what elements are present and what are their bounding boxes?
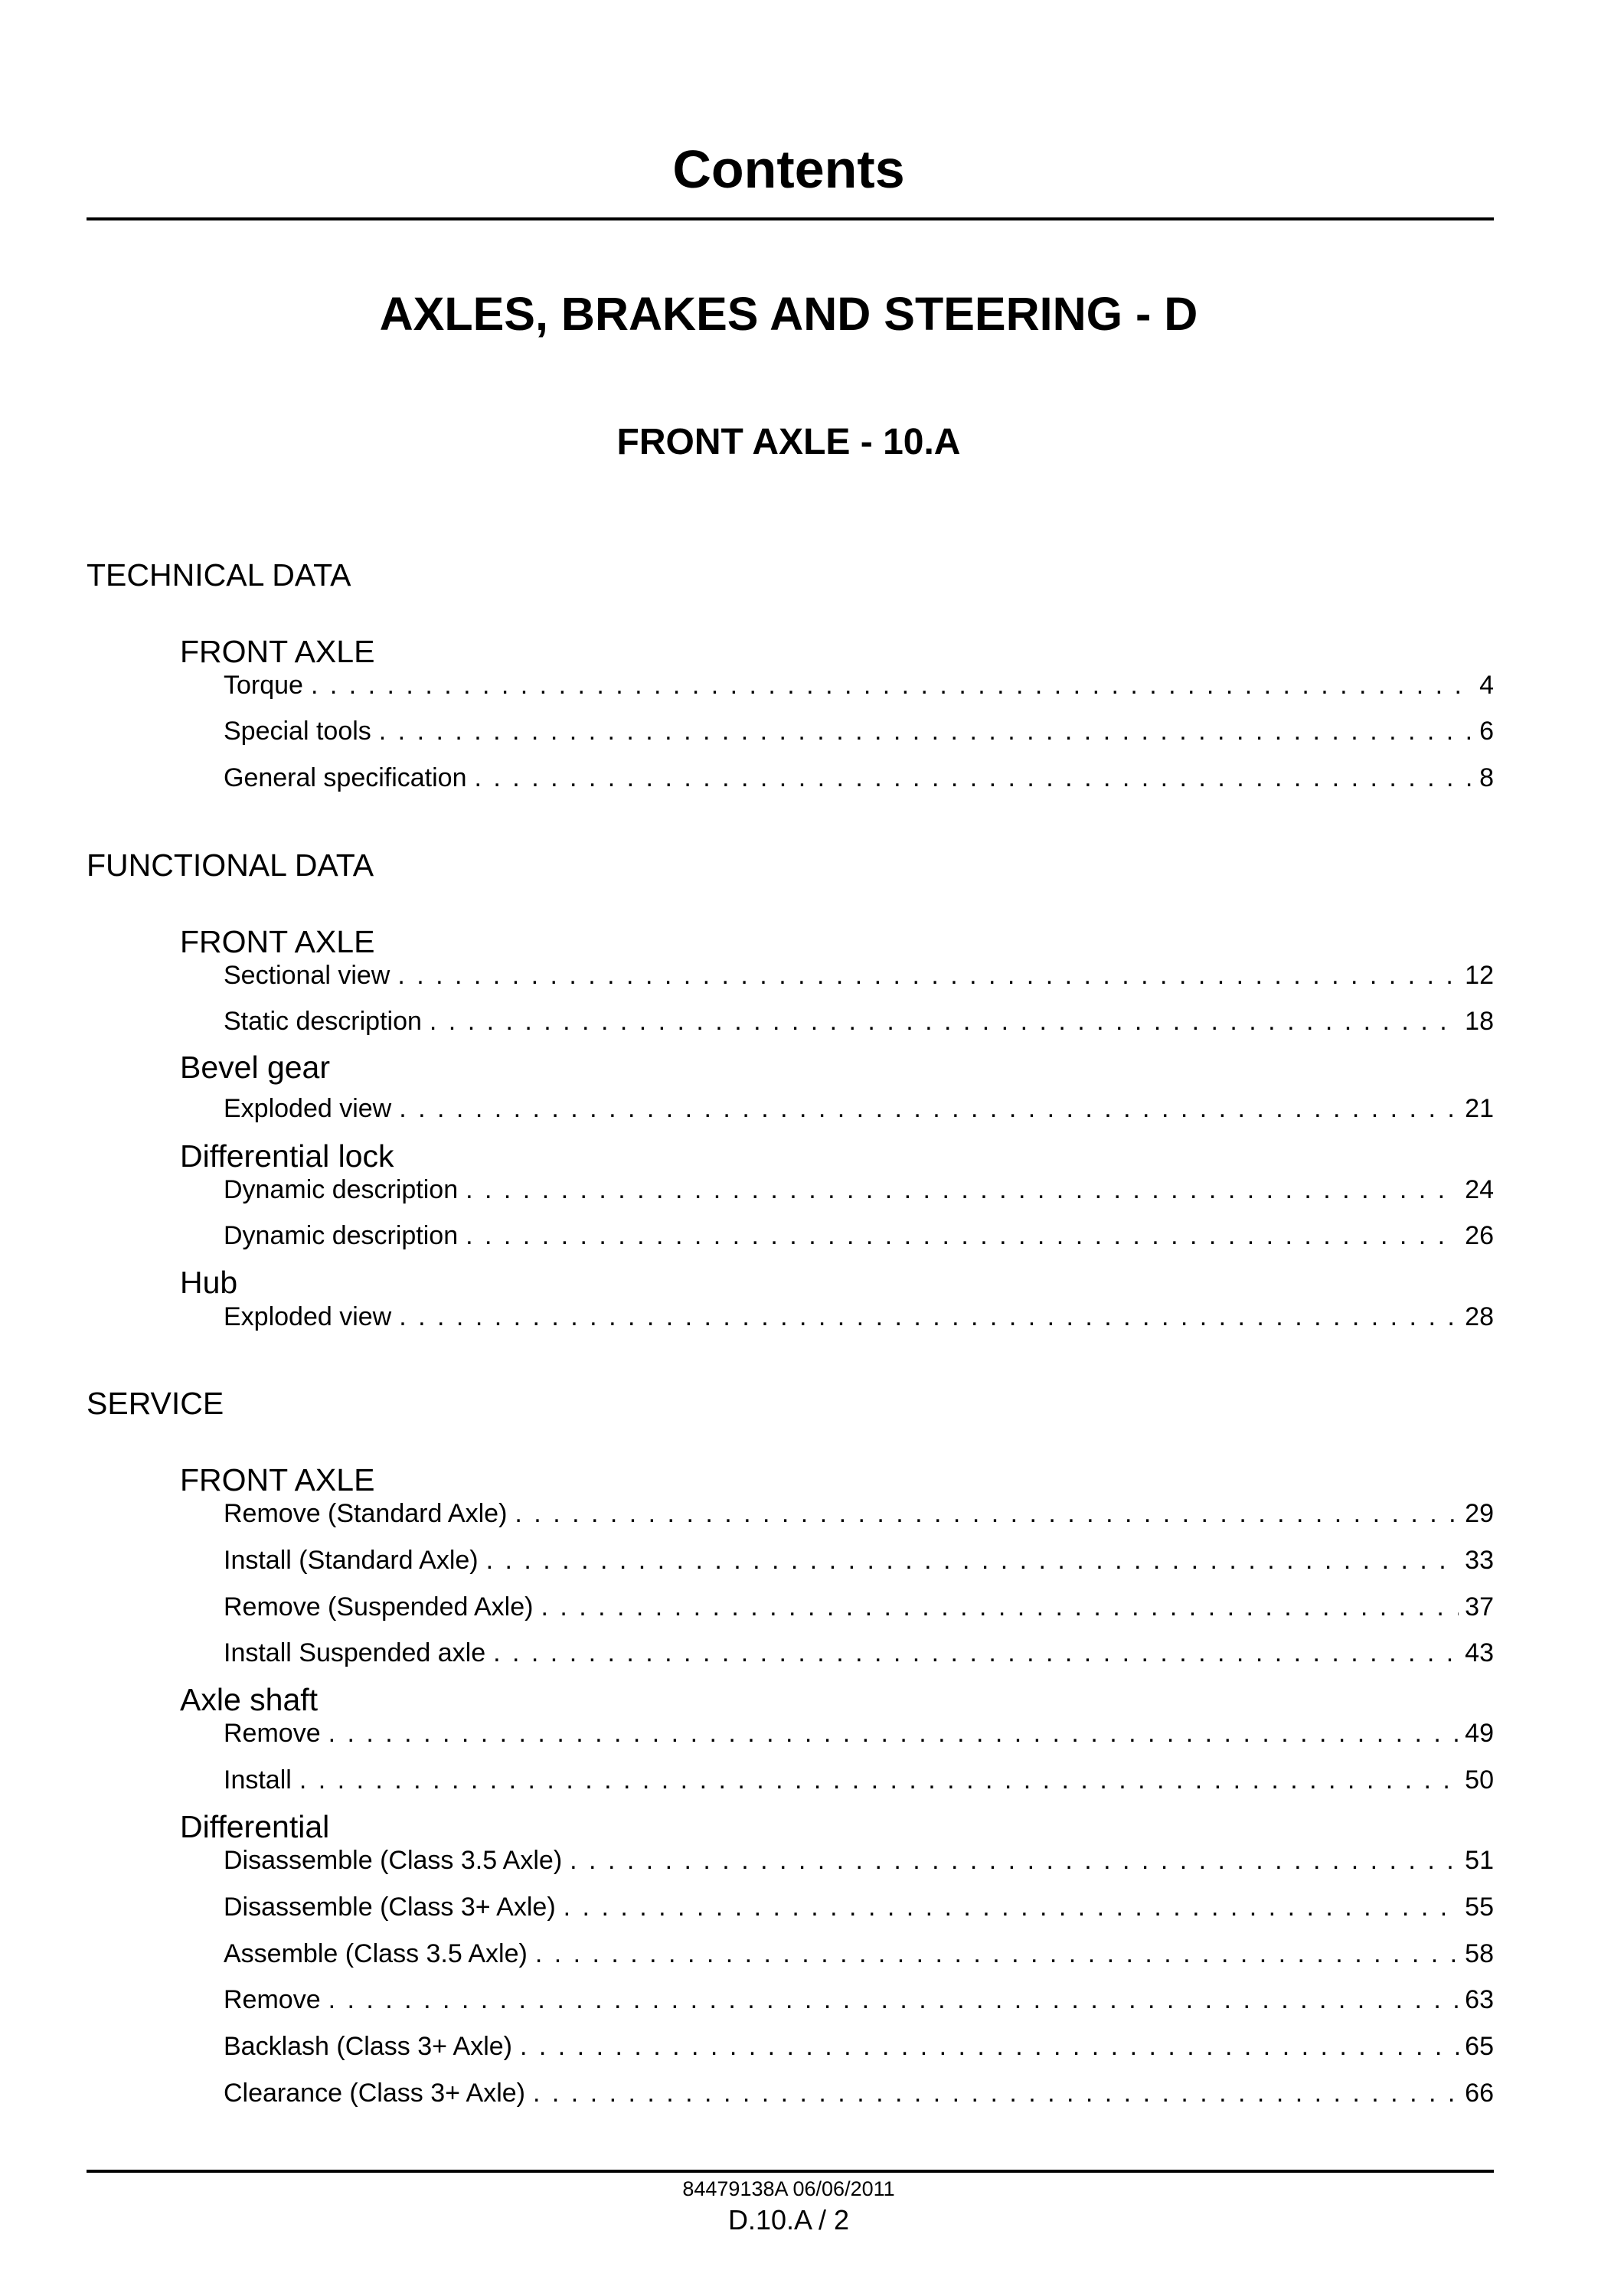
group-heading-functional-data: FUNCTIONAL DATA bbox=[87, 848, 374, 883]
page-number: 18 bbox=[1465, 1007, 1494, 1036]
page-number: 66 bbox=[1465, 2079, 1494, 2108]
subgroup-heading-differential: Differential bbox=[180, 1809, 330, 1844]
footer-page-number: D.10.A / 2 bbox=[727, 2204, 850, 2236]
toc-entry[interactable] bbox=[224, 1716, 1494, 1750]
toc-entry[interactable] bbox=[224, 1219, 1494, 1253]
toc-entry[interactable] bbox=[224, 2076, 1494, 2110]
toc-entry[interactable] bbox=[224, 1983, 1494, 2017]
entry-label: Exploded view bbox=[224, 1302, 392, 1331]
dot-leader bbox=[397, 959, 1459, 992]
chapter-title: AXLES, BRAKES AND STEERING - D bbox=[379, 288, 1198, 340]
page-number: 49 bbox=[1465, 1719, 1494, 1748]
page-number: 65 bbox=[1465, 2032, 1494, 2061]
toc-entry[interactable] bbox=[224, 1497, 1494, 1530]
page-number: 37 bbox=[1465, 1592, 1494, 1622]
entry-label: Install bbox=[224, 1765, 292, 1795]
entry-label: Dynamic description bbox=[224, 1175, 459, 1204]
toc-entry[interactable] bbox=[224, 1636, 1494, 1670]
dot-leader bbox=[466, 1219, 1459, 1253]
dot-leader bbox=[486, 1543, 1459, 1577]
entry-label: Special tools bbox=[224, 717, 371, 746]
dot-leader bbox=[541, 1590, 1459, 1624]
page-number: 55 bbox=[1465, 1893, 1494, 1922]
footer-divider bbox=[87, 2170, 1494, 2173]
subgroup-heading-hub: Hub bbox=[180, 1265, 238, 1300]
page-number: 12 bbox=[1465, 961, 1494, 990]
subgroup-heading-front-axle: FRONT AXLE bbox=[180, 924, 375, 959]
page-number: 26 bbox=[1465, 1221, 1494, 1250]
dot-leader bbox=[520, 2030, 1459, 2063]
subgroup-heading-front-axle: FRONT AXLE bbox=[180, 1462, 375, 1497]
page-number: 51 bbox=[1465, 1846, 1494, 1875]
toc-entry[interactable] bbox=[224, 714, 1494, 748]
entry-label: Dynamic description bbox=[224, 1221, 459, 1250]
page-number: 33 bbox=[1465, 1546, 1494, 1575]
dot-leader bbox=[493, 1636, 1459, 1670]
dot-leader bbox=[564, 1890, 1459, 1924]
dot-leader bbox=[399, 1092, 1459, 1125]
page-number: 6 bbox=[1479, 717, 1494, 746]
dot-leader bbox=[311, 668, 1473, 702]
toc-entry[interactable] bbox=[224, 1092, 1494, 1125]
dot-leader bbox=[535, 1937, 1459, 1971]
page-number: 43 bbox=[1465, 1638, 1494, 1667]
dot-leader bbox=[379, 714, 1473, 748]
page-number: 58 bbox=[1465, 1939, 1494, 1968]
page-number: 63 bbox=[1465, 1985, 1494, 2014]
dot-leader bbox=[466, 1173, 1459, 1207]
entry-label: Remove (Standard Axle) bbox=[224, 1499, 508, 1528]
subgroup-heading-front-axle: FRONT AXLE bbox=[180, 634, 375, 669]
dot-leader bbox=[328, 1716, 1459, 1750]
page-number: 50 bbox=[1465, 1765, 1494, 1795]
entry-label: Torque bbox=[224, 671, 303, 700]
entry-label: Backlash (Class 3+ Axle) bbox=[224, 2032, 512, 2061]
entry-label: Disassemble (Class 3+ Axle) bbox=[224, 1893, 556, 1922]
dot-leader bbox=[430, 1004, 1459, 1038]
entry-label: Remove bbox=[224, 1719, 321, 1748]
entry-label: Remove (Suspended Axle) bbox=[224, 1592, 534, 1622]
toc-entry[interactable] bbox=[224, 1890, 1494, 1924]
subgroup-heading-axle-shaft: Axle shaft bbox=[180, 1682, 319, 1717]
entry-label: Remove bbox=[224, 1985, 321, 2014]
title-divider bbox=[87, 217, 1494, 220]
group-heading-service: SERVICE bbox=[87, 1386, 224, 1421]
dot-leader bbox=[570, 1844, 1459, 1877]
entry-label: Static description bbox=[224, 1007, 422, 1036]
entry-label: Assemble (Class 3.5 Axle) bbox=[224, 1939, 528, 1968]
dot-leader bbox=[533, 2076, 1459, 2110]
toc-entry[interactable] bbox=[224, 1937, 1494, 1971]
entry-label: Install Suspended axle bbox=[224, 1638, 486, 1667]
toc-entry[interactable] bbox=[224, 2030, 1494, 2063]
page-number: 4 bbox=[1479, 671, 1494, 700]
entry-label: Disassemble (Class 3.5 Axle) bbox=[224, 1846, 563, 1875]
toc-entry[interactable] bbox=[224, 761, 1494, 795]
toc-entry[interactable] bbox=[224, 959, 1494, 992]
toc-entry[interactable] bbox=[224, 1300, 1494, 1334]
toc-entry[interactable] bbox=[224, 1543, 1494, 1577]
entry-label: Install (Standard Axle) bbox=[224, 1546, 479, 1575]
toc-entry[interactable] bbox=[224, 1004, 1494, 1038]
dot-leader bbox=[475, 761, 1474, 795]
group-heading-technical-data: TECHNICAL DATA bbox=[87, 557, 351, 593]
dot-leader bbox=[515, 1497, 1459, 1530]
dot-leader bbox=[328, 1983, 1459, 2017]
toc-entry[interactable] bbox=[224, 1173, 1494, 1207]
page-number: 29 bbox=[1465, 1499, 1494, 1528]
toc-entry[interactable] bbox=[224, 1590, 1494, 1624]
page-number: 28 bbox=[1465, 1302, 1494, 1331]
page-title: Contents bbox=[672, 139, 905, 199]
dot-leader bbox=[299, 1763, 1459, 1797]
entry-label: Exploded view bbox=[224, 1094, 392, 1123]
toc-entry[interactable] bbox=[224, 668, 1494, 702]
footer-document-code: 84479138A 06/06/2011 bbox=[682, 2177, 895, 2200]
toc-entry[interactable] bbox=[224, 1844, 1494, 1877]
subgroup-heading-differential-lock: Differential lock bbox=[180, 1138, 394, 1174]
entry-label: General specification bbox=[224, 763, 467, 792]
toc-entry[interactable] bbox=[224, 1763, 1494, 1797]
entry-label: Clearance (Class 3+ Axle) bbox=[224, 2079, 526, 2108]
page-number: 21 bbox=[1465, 1094, 1494, 1123]
page-number: 24 bbox=[1465, 1175, 1494, 1204]
section-title: FRONT AXLE - 10.A bbox=[616, 422, 961, 462]
subgroup-heading-bevel-gear: Bevel gear bbox=[180, 1050, 331, 1085]
page-number: 8 bbox=[1479, 763, 1494, 792]
entry-label: Sectional view bbox=[224, 961, 390, 990]
dot-leader bbox=[399, 1300, 1459, 1334]
